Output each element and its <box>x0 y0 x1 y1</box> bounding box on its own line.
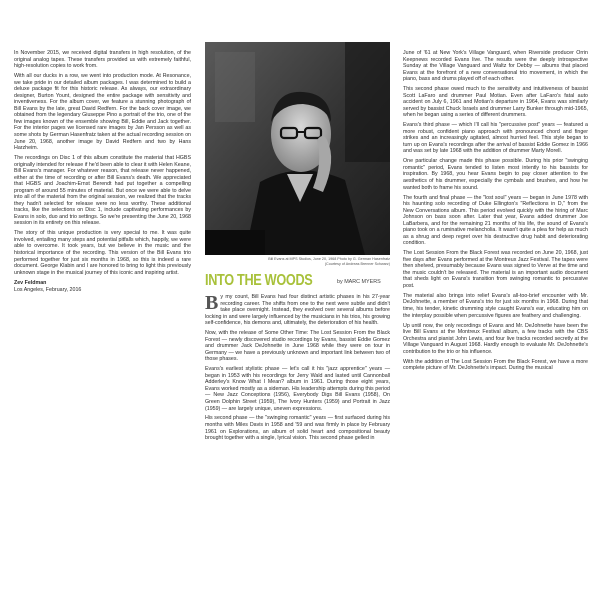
left-column <box>14 50 191 293</box>
middle-paragraph-1-text: y my count, Bill Evans had four distinct artistic phases in his 27-year recording career. The shifts from one to the next were subtle and didn't take place overnight. Instead, they evolved over several albums before locking in and were largely influenced by the musicians in his trios, his growing self-confidence, his demons and, ultimately, the deterioration of his health. <box>205 294 390 327</box>
left-paragraph-2: With all our ducks in a row, we went into production mode. At Resonance, we take pride in our detailed album packages. I was determined to build a deluxe package fit for this historic release. As always, our extraordinary designer, Burton Yount, designed the entire package with sensitivity and inventiveness. For the album cover, we feature a stunning photograph of Bill Evans by the late, great David Redfern. For the back cover image, we obtained from the legendary Giuseppe Pino a portrait of the trio, one of the few images known of the ensemble showing Bill, Eddie and Jack together. For the interior pages we licensed rare images by Jan Persson as well as some shots by German Hasenfratz taken at the actual recording session on June 20, 1968, another image by David Redfern and two by Hans Harzheim. <box>14 73 191 152</box>
right-paragraph-6: The Lost Session From the Black Forest was recorded on June 20, 1968, just five days after Evans performed at the Montreux Jazz Festival. The tapes were then shelved, presumably because Evans was signed to Verve at the time and the music couldn't be released. The material is an important audio document that sheds light on Evans's transition from swinging romantic to percussive post. <box>403 250 588 289</box>
middle-paragraph-1 <box>205 294 390 327</box>
right-paragraph-5: The fourth and final phase — the "lost soul" years — began in June 1978 with his haunting solo recording of Duke Ellington's "Reflections in D," from the New Conversations album. This period evolved quickly with the hiring of Marc Johnson on bass soon after. Later that year, Evans added drummer Joe LaBarbera, and for the remaining 21 months of his life, the sound of Evans's piano took on a ruminative melancholia. It wasn't quite a plea for help as much as a shrug and deep regret over his destructive drug habit and deteriorating condition. <box>403 194 588 247</box>
left-paragraph-3: The recordings on Disc 1 of this album constitute the material that HGBS originally intended for release if he'd been able to clear it with Helen Keane, Bill Evans's manager. For whatever reason, that release never happened, either at the time of recording or after Bill Evans's death. We appreciated that HGBS and Joachim-Ernst Berendt had put together a compelling program of around 55 minutes of material. But once we were able to delve into all of the material from the original session, we realized that the tracks they hadn't selected for release were no less worthy. These additional tracks, like the selections on Disc 1, include captivating performances by Evans in solo, duo and trio settings. So we're presenting the June 20, 1968 session in its entirety on this release. <box>14 154 191 227</box>
middle-paragraph-2: Now, with the release of Some Other Time: The Lost Session From the Black Forest — newly discovered studio recordings by Evans, bassist Eddie Gomez and drummer Jack DeJohnette in June 1968 while they were on tour in Germany — we have a previously unknown and important link between two of those phases. <box>205 330 390 363</box>
right-paragraph-8: Up until now, the only recordings of Evans and Mr. DeJohnette have been the live Bill Evans at the Montreux Festival album, a few tracks with the CBS Orchestra and pianist John Lewis, and four live tracks recorded secretly at the Village Vanguard in August 1968. Hardly enough to evaluate Mr. DeJohnette's contribution to the trio or his influence. <box>403 322 588 355</box>
photo-caption-courtesy: (Courtesy of Andreas Brenner Schwarz) <box>324 261 390 266</box>
left-paragraph-4: The story of this unique production is very special to me. It was quite involved, entailing many steps and potential pitfalls which, happily, we were able to overcome. It took years, but we believe in the music and the historical importance of the recording. This version of the Bill Evans trio performed together for just six months in 1968, so this is indeed a rare document. George Klabin and I are honored to bring to light this previously unknown stage in the musical journey of this iconic and inspiring artist. <box>14 230 191 276</box>
right-paragraph-1: June of '61 at New York's Village Vanguard, when Riverside producer Orrin Keepnews recorded Evans live. The results were the deeply introspective Sunday at the Village Vanguard and Waltz for Debby — albums that placed Evans at the forefront of a new conversational trio movement, in which the piano, bass and drums played off of each other. <box>403 50 588 83</box>
right-column <box>403 50 588 375</box>
signature-name: Zev Feldman <box>14 280 47 287</box>
article-byline: by MARC MYERS <box>337 279 381 285</box>
right-paragraph-2: This second phase owed much to the sensitivity and intuitiveness of bassist Scott LaFaro and drummer Paul Motian. Even after LaFaro's fatal auto accident on July 6, 1961 and Motian's departure in 1964, Evans was similarly served by bassist Chuck Israels and drummer Larry Bunker through mid-1965, when he began using a series of different drummers. <box>403 86 588 119</box>
article-headline <box>205 272 395 292</box>
photo-illustration <box>205 42 390 255</box>
right-paragraph-3: Evans's third phase — which I'll call his "percussive post" years — featured a more robust, confident piano approach with pronounced chord and finger strikes and an increasingly agitated, almost hurried feel. This style began to turn up on Evans's recordings after the arrival of bassist Eddie Gomez in 1966 and was set by late 1968 with the addition of drummer Marty Morell. <box>403 122 588 155</box>
photo-caption-credit: Bill Evans at MPS Studios, June 20, 1968 Photo by G. German Hasenfratz <box>268 257 390 261</box>
right-paragraph-7: The material also brings into relief Evans's all-too-brief encounter with Mr. DeJohnette, a member of Evans's trio for just six months in 1968. During that time, his tender, kinetic drumming style caught Evans's ear, educating him on the interplay possible when percussive figures are feathery and challenging. <box>403 292 588 319</box>
right-paragraph-9: With the addition of The Lost Session From the Black Forest, we have a more complete picture of Mr. DeJohnette's impact. During the musical <box>403 358 588 372</box>
right-paragraph-4: One particular change made this phase possible. During his prior "swinging romantic" period, Evans tended to listen most intently to his bassists for inspiration. By 1968, you hear Evans begin to pay closer attention to the aesthetics of his drummer, especially the cymbals and brushes, and how he wanted both to frame his sound. <box>403 158 588 191</box>
middle-column <box>205 294 390 445</box>
photo-caption <box>265 257 390 266</box>
signature-place-date: Los Angeles, February, 2016 <box>14 286 82 293</box>
middle-paragraph-4: His second phase — the "swinging romantic" years — first surfaced during his months with Miles Davis in 1958 and '59 and was firmly in place by February 1961 on Explorations, an album of solid heart and compositional beauty brought together with a single, lyrical vision. This second phase gelled in <box>205 415 390 442</box>
article-title: INTO THE WOODS <box>205 272 313 289</box>
drop-cap: B <box>205 292 219 314</box>
middle-paragraph-3: Evans's earliest stylistic phase — let's call it his "jazz apprentice" years — began in 1953 with his recordings for Jerry Wald and lasted until Cannonball Adderley's Know What I Mean? album in 1961. During those eight years, Evans worked mostly as a sideman. His leadership attempts during this period — New Jazz Conceptions (1956), Everybody Digs Bill Evans (1958), On Green Dolphin Street (1959), The Ivory Hunters (1959) and Portrait in Jazz (1959) — are largely unique, uneven expressions. <box>205 366 390 412</box>
bill-evans-photo <box>205 42 390 255</box>
left-paragraph-1: In November 2015, we received digital transfers in high resolution, of the original analog tapes. These transfers provided us with extremely faithful, high-resolution copies to work from. <box>14 50 191 70</box>
